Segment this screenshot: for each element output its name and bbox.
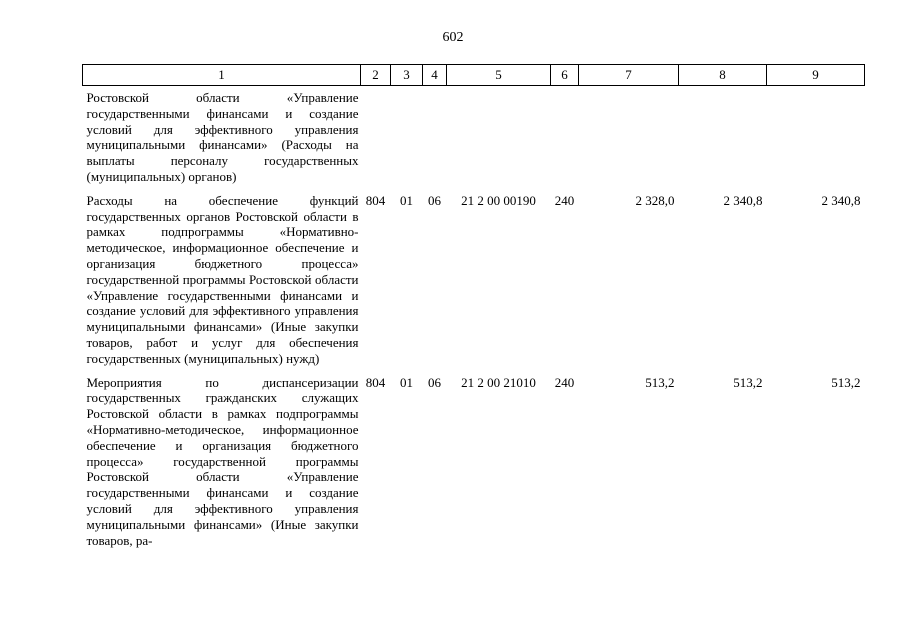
- row-description: Расходы на обеспечение функций государственных органов Ростовской области в рамках подпрограммы «Нормативно-методическое, информационное обеспечение и организация бюджетного процесса» государственной программы Ростовской области «Управление государственными финансами и создание условий для эффективного управления муниципальными финансами» (Иные закупки товаров, работ и услуг для обеспечения государственных (муниципальных) нужд): [86, 192, 359, 366]
- column-header: 5: [447, 65, 551, 86]
- table-header-row: [83, 65, 865, 86]
- page-number: 602: [442, 30, 464, 45]
- cell-ministry-code: 804: [365, 192, 386, 208]
- cell-amount-3: [767, 86, 865, 185]
- cell-amount-3: 513,2: [831, 374, 861, 390]
- column-header: 1: [83, 65, 361, 86]
- cell-amount-1: 2 328,0: [635, 192, 675, 208]
- column-header: 4: [423, 65, 447, 86]
- cell-amount-2: 2 340,8: [723, 192, 763, 208]
- table-row: [83, 367, 865, 549]
- table-row: [83, 86, 865, 185]
- cell-section-code: 01: [400, 192, 413, 208]
- row-description: Мероприятия по диспансеризации государственных гражданских служащих Ростовской области в рамках подпрограммы «Нормативно-методическое, информационное обеспечение и организация бюджетного процесса» государственной программы Ростовской области «Управление государственными финансами и создание условий для эффективного управления муниципальными финансами» (Иные закупки товаров, ра-: [86, 374, 359, 548]
- cell-ministry-code: 804: [365, 374, 386, 390]
- cell-amount-2: [679, 86, 767, 185]
- cell-subsection-code: [423, 86, 447, 185]
- budget-table: [82, 64, 865, 548]
- cell-subsection-code: 06: [428, 192, 441, 208]
- cell-target-article: 21 2 00 21010: [461, 374, 536, 390]
- column-header: 8: [679, 65, 767, 86]
- cell-amount-3: 2 340,8: [821, 192, 861, 208]
- cell-section-code: [391, 86, 423, 185]
- column-header: 9: [767, 65, 865, 86]
- column-header: 2: [361, 65, 391, 86]
- table-row: [83, 185, 865, 367]
- column-header: 6: [551, 65, 579, 86]
- cell-expense-type: [551, 86, 579, 185]
- column-header: 3: [391, 65, 423, 86]
- cell-section-code: 01: [400, 374, 413, 390]
- cell-amount-1: [579, 86, 679, 185]
- cell-ministry-code: [361, 86, 391, 185]
- cell-expense-type: 240: [554, 374, 575, 390]
- cell-amount-2: 513,2: [733, 374, 763, 390]
- cell-amount-1: 513,2: [645, 374, 675, 390]
- cell-target-article: 21 2 00 00190: [461, 192, 536, 208]
- cell-target-article: [447, 86, 551, 185]
- cell-subsection-code: 06: [428, 374, 441, 390]
- row-description: Ростовской области «Управление государственными финансами и создание условий для эффективного управления муниципальными финансами» (Расходы на выплаты персоналу государственных (муниципальных) органов): [86, 90, 359, 184]
- column-header: 7: [579, 65, 679, 86]
- cell-expense-type: 240: [554, 192, 575, 208]
